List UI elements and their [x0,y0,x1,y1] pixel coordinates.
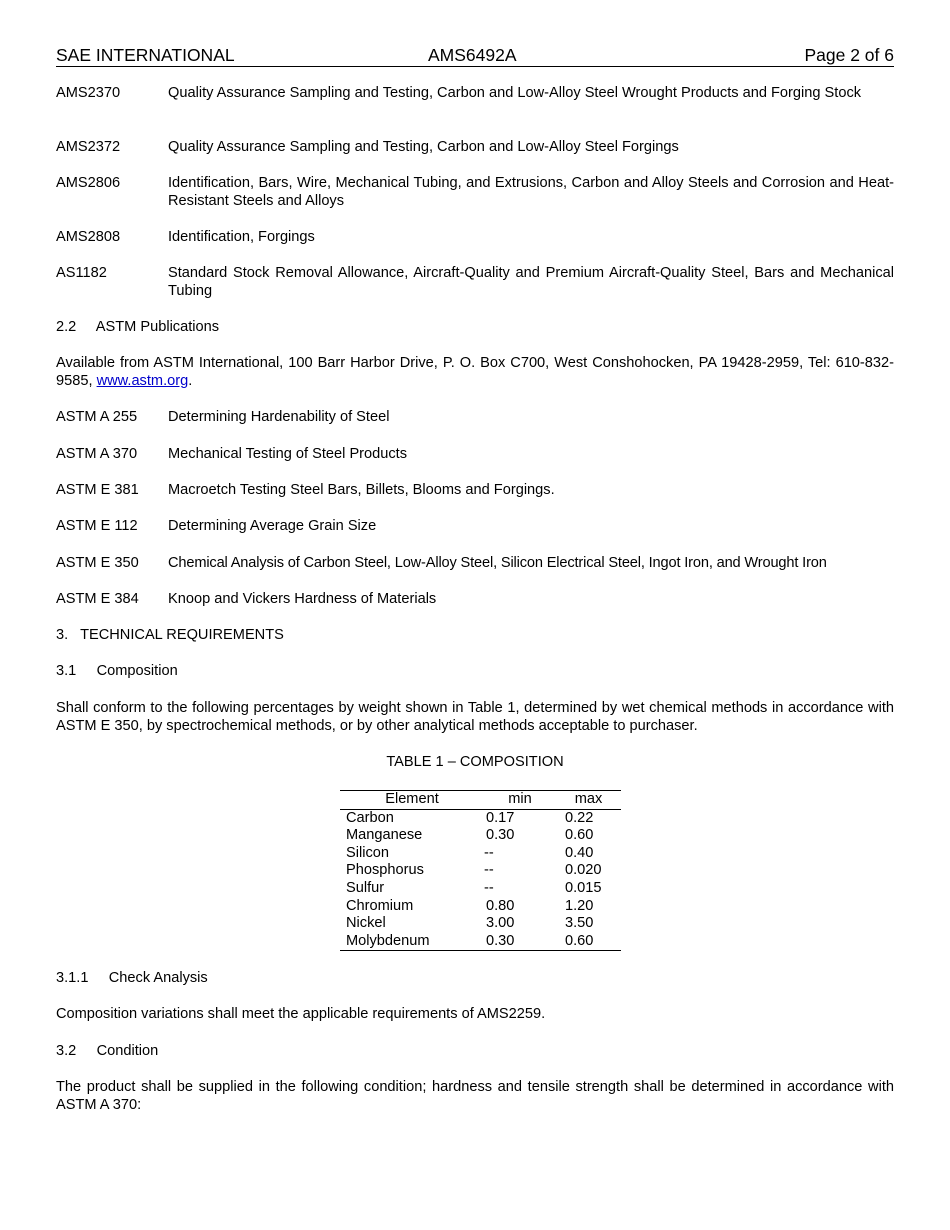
element-cell: Carbon [346,809,394,826]
min-cell: 0.80 [486,897,515,914]
section-3-2-heading [56,1043,158,1061]
max-cell: 1.20 [565,897,594,914]
min-cell: 0.17 [486,809,515,826]
reference-code: AMS2808 [56,229,121,245]
condition-paragraph: The product shall be supplied in the following condition; hardness and tensile strength shall be determined in accordance with ASTM A 370: [56,1079,894,1113]
max-cell: 0.60 [565,827,594,844]
reference-code: ASTM E 384 [56,591,139,607]
max-cell: 0.22 [565,809,594,826]
reference-code: AMS2370 [56,85,121,101]
min-cell: 0.30 [484,933,556,951]
max-cell: 3.50 [565,915,594,932]
max-cell: 0.020 [565,862,602,879]
element-cell: Nickel [346,915,386,932]
astm-availability-paragraph [56,355,894,390]
element-cell: Molybdenum [340,933,484,951]
reference-description: Standard Stock Removal Allowance, Aircraft-Quality and Premium Aircraft-Quality Steel, Bars and Mechanical Tubing [168,265,894,299]
reference-description: Chemical Analysis of Carbon Steel, Low-Alloy Steel, Silicon Electrical Steel, Ingot Iron, and Wrought Iron [168,555,827,571]
table-row [340,862,621,880]
reference-astm-a255 [56,409,894,427]
reference-description: Determining Hardenability of Steel [168,409,390,425]
reference-as1182 [56,265,894,300]
reference-description: Mechanical Testing of Steel Products [168,446,408,462]
table-row [340,845,621,863]
reference-code: ASTM E 112 [56,518,138,534]
document-page [56,44,894,1113]
max-cell: 0.015 [565,879,602,896]
composition-table [340,790,621,951]
reference-description: Macroetch Testing Steel Bars, Billets, Blooms and Forgings. [168,482,555,498]
reference-code: ASTM E 381 [56,482,139,498]
max-cell: 0.60 [556,933,621,951]
reference-description: Knoop and Vickers Hardness of Materials [168,591,437,607]
element-cell: Phosphorus [346,862,424,879]
reference-code: AS1182 [56,265,107,281]
reference-description: Quality Assurance Sampling and Testing, Carbon and Low-Alloy Steel Wrought Products and Forging Stock [168,85,862,101]
table-row [340,827,621,845]
min-cell: -- [484,844,494,861]
availability-end: . [188,372,193,389]
reference-astm-e112 [56,518,894,536]
astm-website-link[interactable]: www.astm.org [96,372,189,389]
table-header-row [340,791,621,810]
reference-code: AMS2806 [56,175,121,191]
reference-description: Determining Average Grain Size [168,518,377,534]
section-number: 3.1 [56,663,77,679]
element-cell: Manganese [346,827,423,844]
header-page-number: Page 2 of 6 [804,45,894,65]
header-doc-number: AMS6492A [428,45,517,65]
element-cell: Silicon [346,844,389,861]
table-row [340,809,621,827]
table-row [340,880,621,898]
column-header-element: Element [340,791,484,810]
table-row [340,915,621,933]
column-header-min: min [484,791,556,810]
header-org: SAE INTERNATIONAL [56,45,235,65]
table-row [340,933,621,951]
reference-description: Identification, Forgings [168,229,315,245]
section-title: Condition [96,1043,159,1059]
composition-paragraph: Shall conform to the following percentages by weight shown in Table 1, determined by wet chemical methods in accordance with ASTM E 350, by spectrochemical methods, or by other analytical methods acceptable to purchaser. [56,700,894,734]
section-title: Check Analysis [108,970,208,986]
reference-code: AMS2372 [56,139,121,155]
column-header-max: max [556,791,621,810]
reference-ams2370 [56,85,894,103]
reference-astm-a370 [56,446,894,464]
section-3-1-heading [56,663,178,681]
max-cell: 0.40 [565,844,594,861]
reference-ams2808 [56,229,894,247]
min-cell: 3.00 [486,915,515,932]
section-title: Composition [96,663,178,679]
section-3-heading [56,627,284,645]
reference-astm-e381 [56,482,894,500]
reference-ams2806 [56,175,894,210]
element-cell: Sulfur [346,879,385,896]
section-number: 3. [56,627,69,643]
reference-description: Quality Assurance Sampling and Testing, Carbon and Low-Alloy Steel Forgings [168,139,679,155]
reference-description: Identification, Bars, Wire, Mechanical Tubing, and Extrusions, Carbon and Alloy Steels and Corrosion and Heat-Resistant Steels and Alloys [168,175,894,209]
page-header [56,44,894,67]
reference-code: ASTM E 350 [56,555,139,571]
reference-astm-e350 [56,555,894,573]
min-cell: 0.30 [486,827,515,844]
check-analysis-paragraph: Composition variations shall meet the applicable requirements of AMS2259. [56,1006,546,1022]
section-number: 3.2 [56,1043,77,1059]
table-caption: TABLE 1 – COMPOSITION [386,754,564,770]
section-title: TECHNICAL REQUIREMENTS [80,627,284,643]
min-cell: -- [484,862,494,879]
availability-text: Available from ASTM International, 100 Barr Harbor Drive, P. O. Box C700, West Conshohocken, PA 19428-2959, Tel: 610-832-9585, [56,355,894,389]
section-title: ASTM Publications [95,319,220,335]
reference-code: ASTM A 370 [56,446,138,462]
element-cell: Chromium [346,897,414,914]
table-row [340,897,621,915]
reference-ams2372 [56,139,894,157]
reference-astm-e384 [56,591,894,609]
min-cell: -- [484,879,494,896]
section-number: 2.2 [56,319,77,335]
reference-code: ASTM A 255 [56,409,138,425]
section-number: 3.1.1 [56,970,89,986]
section-3-1-1-heading [56,970,208,988]
section-2-2-heading [56,319,219,337]
